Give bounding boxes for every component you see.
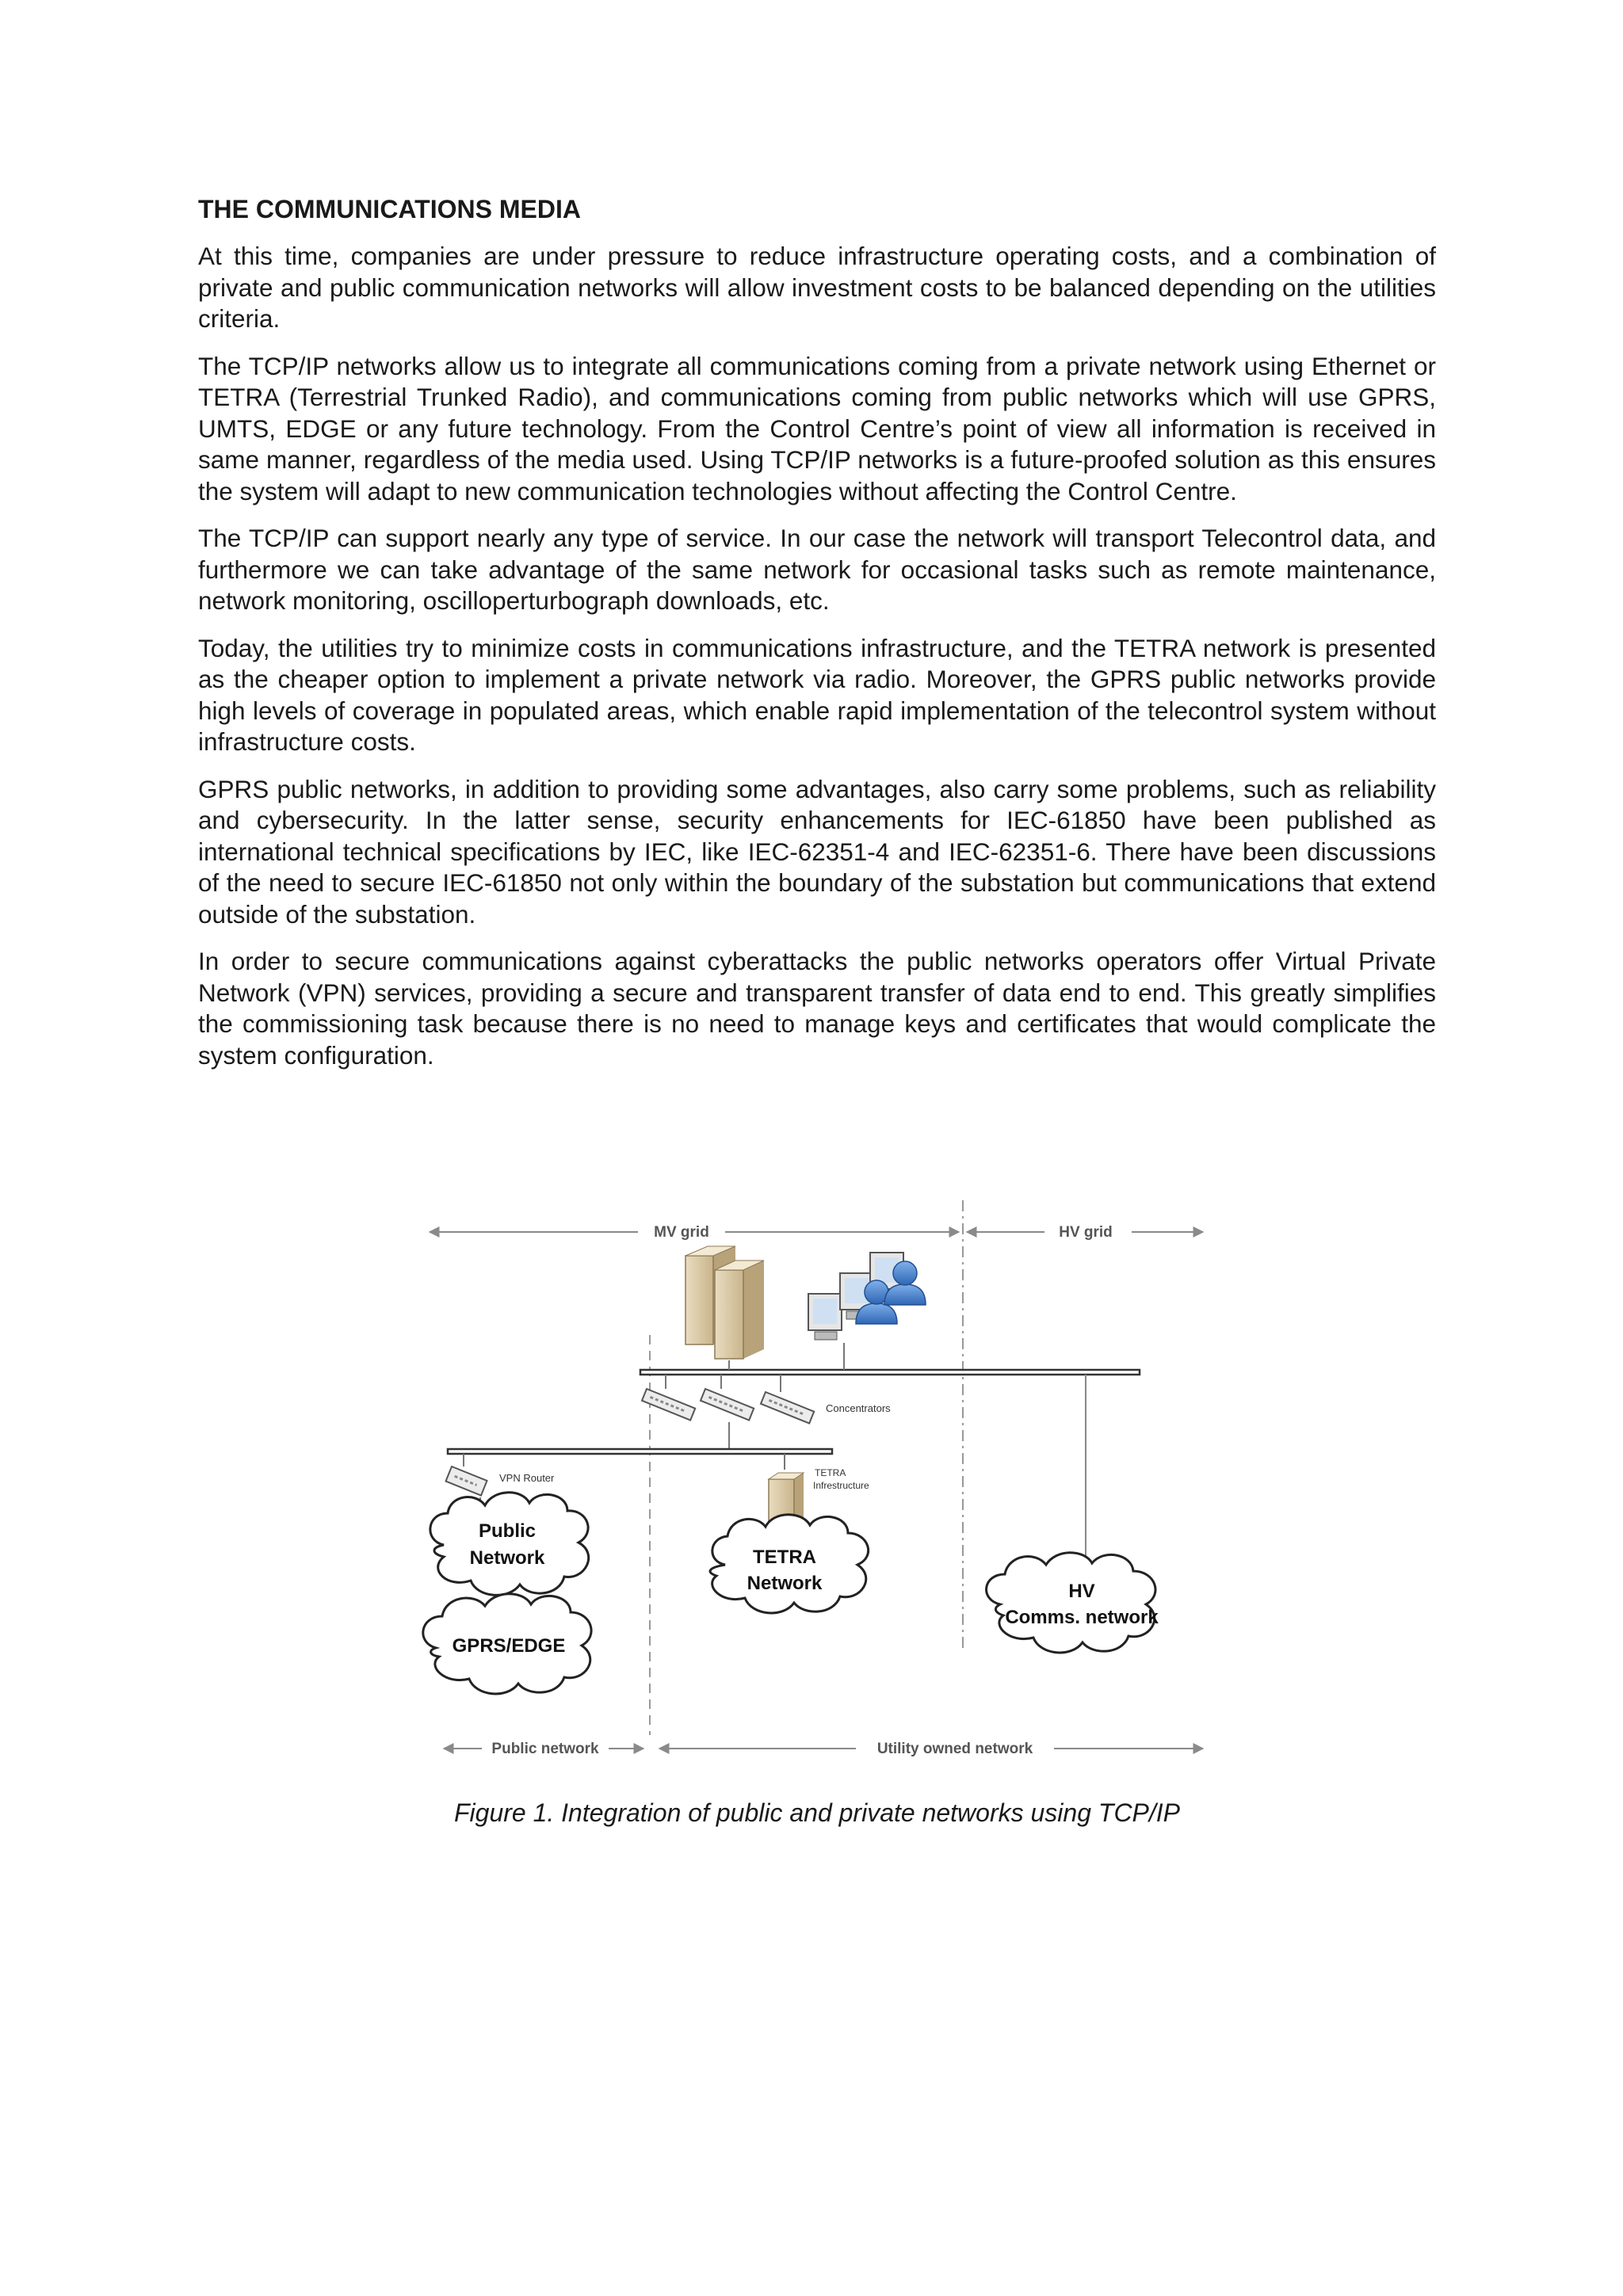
mv-grid-label: MV grid: [654, 1224, 709, 1241]
network-diagram-svg: [412, 1184, 1220, 1771]
tetra-infra-label-1: TETRA: [815, 1467, 846, 1478]
paragraph-4: Today, the utilities try to minimize costs in communications infrastructure, and the TETRA network is presented as the cheaper option to implement a private network via radio. Moreover, the GPRS public networks provide high levels of coverage in populated areas, which enable rapid implementation of the telecontrol system without infrastructure costs.: [198, 633, 1436, 756]
concentrator-icon: [642, 1375, 814, 1424]
upper-backbone: [640, 1370, 1140, 1375]
paragraph-3: The TCP/IP can support nearly any type of service. In our case the network will transport Telecontrol data, and furthermore we can take advantage of the same network for occasional tasks such as remote maintenance, network monitoring, oscilloperturbograph downloads, etc.: [198, 524, 1436, 615]
section-heading: THE COMMUNICATIONS MEDIA: [198, 195, 581, 223]
paragraph-2: The TCP/IP networks allow us to integrate all communications coming from a private network using Ethernet or TETRA (Terrestrial Trunked Radio), and communications coming from public networks which will use GPRS, UMTS, EDGE or any future technology. From the Control Centre’s point of view all information is received in same manner, regardless of the media used. Using TCP/IP networks is a future-proofed solution as this ensures the system will adapt to new communication technologies without affecting the Control Centre.: [198, 351, 1436, 505]
tetra-infra-label-2: Infrestructure: [813, 1480, 869, 1491]
cloud-tetra-line-2: Network: [747, 1573, 823, 1594]
cloud-hv-line-2: Comms. network: [1005, 1607, 1159, 1628]
network-diagram: [412, 1184, 1220, 1771]
figure-caption: Figure 1. Integration of public and private networks using TCP/IP: [453, 1798, 1181, 1827]
utility-network-label: Utility owned network: [876, 1741, 1033, 1757]
lower-backbone: [448, 1449, 832, 1454]
cloud-tetra-line-1: TETRA: [753, 1547, 816, 1568]
paragraph-1: At this time, companies are under pressure to reduce infrastructure operating costs, and a combination of private and public communication networks will allow investment costs to be balanced depending on the utilities criteria.: [198, 242, 1436, 333]
concentrators-label: Concentrators: [826, 1402, 891, 1414]
server-icon: [685, 1246, 764, 1359]
cloud-gprs-label: GPRS/EDGE: [452, 1635, 566, 1657]
hv-grid-label: HV grid: [1059, 1224, 1113, 1241]
vpn-router-label: VPN Router: [499, 1472, 555, 1484]
paragraph-6: In order to secure communications against cyberattacks the public networks operators offer Virtual Private Network (VPN) services, providing a secure and transparent transfer of data end to end. This greatly simplifies the commissioning task because there is no need to manage keys and certificates that would complicate the system configuration.: [198, 947, 1436, 1070]
paragraph-5: GPRS public networks, in addition to providing some advantages, also carry some problems, such as reliability and cybersecurity. In the latter sense, security enhancements for IEC-61850 have been published as international technical specifications by IEC, like IEC-62351-4 and IEC-62351-6. There have been discussions of the need to secure IEC-61850 not only within the boundary of the substation but communications that extend outside of the substation.: [198, 774, 1436, 929]
cloud-public-line-1: Public: [478, 1520, 537, 1542]
cloud-public-line-2: Network: [469, 1547, 545, 1569]
public-network-label: Public network: [491, 1741, 599, 1757]
cloud-icon-public: [430, 1493, 589, 1596]
cloud-icon-hv: [987, 1553, 1155, 1653]
cloud-hv-line-1: HV: [1068, 1581, 1095, 1602]
text-body: [198, 193, 1436, 1087]
